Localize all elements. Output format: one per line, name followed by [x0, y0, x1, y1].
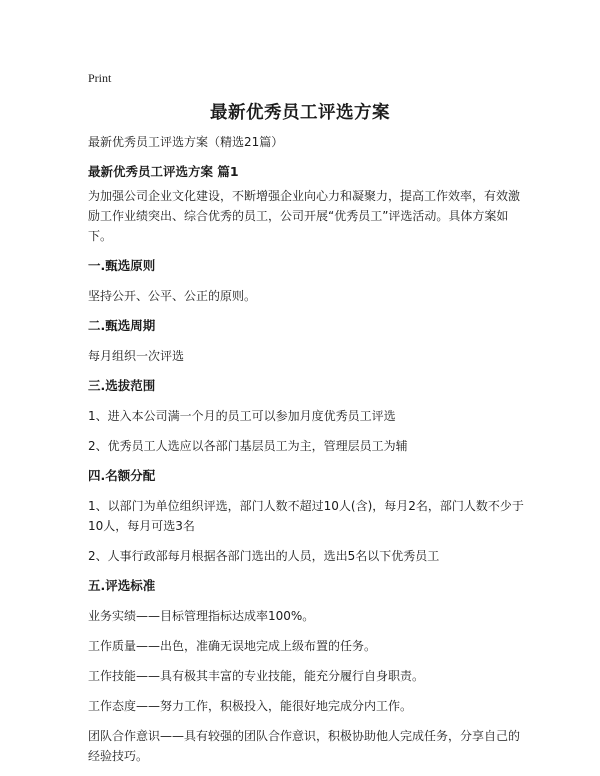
- print-label: Print: [88, 71, 112, 85]
- section-item: 坚持公开、公平、公正的原则。: [88, 289, 257, 303]
- document-title: 最新优秀员工评选方案: [210, 103, 390, 123]
- section-item: 1、以部门为单位组织评选，部门人数不超过10人(含)，每月2名，部门人数不少于10人，每月可选3名: [88, 499, 524, 533]
- section-heading: 一.甄选原则: [88, 258, 156, 273]
- section-item: 2、人事行政部每月根据各部门选出的人员，选出5名以下优秀员工: [88, 549, 440, 563]
- article-heading: 最新优秀员工评选方案 篇1: [88, 164, 239, 179]
- document-subtitle: 最新优秀员工评选方案（精选21篇）: [88, 135, 284, 149]
- section-heading: 三.选拔范围: [88, 378, 156, 393]
- section-item: 工作技能——具有极其丰富的专业技能，能充分履行自身职责。: [88, 669, 425, 683]
- section-item: 工作质量——出色，准确无误地完成上级布置的任务。: [88, 639, 377, 653]
- section-item: 工作态度——努力工作，积极投入，能很好地完成分内工作。: [88, 699, 413, 713]
- document-body: [88, 132, 528, 776]
- section-item: 团队合作意识——具有较强的团队合作意识，积极协助他人完成任务，分享自己的经验技巧。: [88, 729, 521, 763]
- section-heading: 四.名额分配: [88, 468, 156, 483]
- intro-paragraph: 为加强公司企业文化建设，不断增强企业向心力和凝聚力，提高工作效率，有效激励工作业绩突出、综合优秀的员工，公司开展“优秀员工”评选活动。具体方案如下。: [88, 189, 521, 243]
- section-item: 1、进入本公司满一个月的员工可以参加月度优秀员工评选: [88, 409, 396, 423]
- section-item: 每月组织一次评选: [88, 349, 185, 363]
- section-item: 2、优秀员工人选应以各部门基层员工为主，管理层员工为辅: [88, 439, 408, 453]
- section-heading: 二.甄选周期: [88, 318, 156, 333]
- section-heading: 五.评选标准: [88, 578, 156, 593]
- section-item: 业务实绩——目标管理指标达成率100%。: [88, 609, 315, 623]
